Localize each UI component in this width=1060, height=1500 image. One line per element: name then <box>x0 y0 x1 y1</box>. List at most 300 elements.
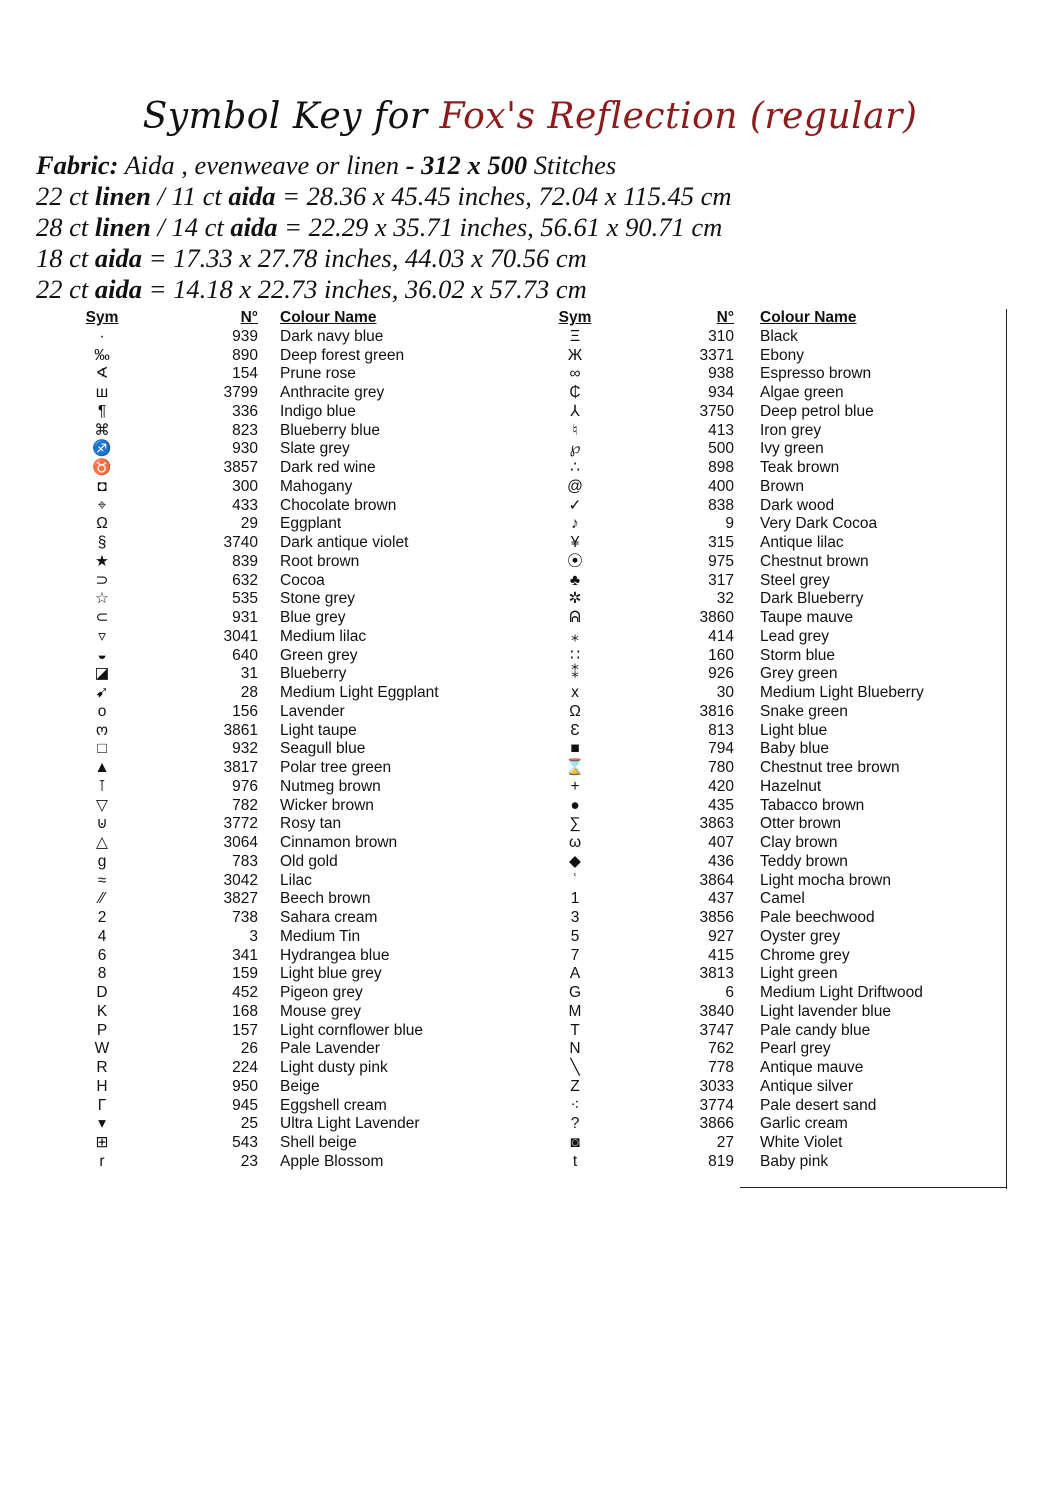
colour-name: Mahogany <box>280 477 353 495</box>
size-line-count-a: 28 ct <box>36 212 95 242</box>
table-row <box>60 422 480 441</box>
colour-name: Deep forest green <box>280 346 405 364</box>
thread-number: 939 <box>232 327 258 345</box>
size-line-fab-a: linen <box>94 212 151 242</box>
thread-number: 3042 <box>223 871 258 889</box>
table-row <box>60 515 480 534</box>
thread-number: 813 <box>708 721 734 739</box>
thread-number: 931 <box>232 609 258 626</box>
thread-number: 26 <box>240 1040 258 1058</box>
table-row <box>538 947 1008 966</box>
thread-number: 3774 <box>699 1096 734 1114</box>
table-row <box>60 984 480 1003</box>
table-row <box>60 778 480 797</box>
colour-name: Cinnamon brown <box>280 834 398 851</box>
table-row <box>60 328 480 347</box>
thread-number: 9 <box>725 515 734 533</box>
colour-name: Cocoa <box>280 571 325 589</box>
table-row <box>538 1003 1008 1022</box>
symbol: Ω <box>569 702 581 720</box>
symbol: ◒ <box>97 646 107 664</box>
colour-name: Hazelnut <box>760 777 822 795</box>
colour-name: Beech brown <box>280 890 371 908</box>
symbol: ⌛ <box>565 759 585 776</box>
thread-number: 3827 <box>223 890 258 908</box>
colour-name: Pearl grey <box>760 1040 831 1058</box>
colour-name: Steel grey <box>760 571 830 589</box>
header-sym: Sym <box>85 309 119 326</box>
symbol: A <box>569 965 581 983</box>
symbol: ‰ <box>94 346 110 364</box>
colour-name: Teddy brown <box>760 852 848 870</box>
size-lines <box>36 181 732 305</box>
symbol: ω <box>568 834 582 851</box>
thread-number: 415 <box>708 946 734 964</box>
thread-number: 3857 <box>223 459 258 476</box>
thread-number: 224 <box>232 1059 258 1076</box>
colour-name: Lilac <box>280 871 312 889</box>
colour-name: Indigo blue <box>280 402 356 420</box>
colour-name: Taupe mauve <box>760 609 854 626</box>
table-row <box>60 853 480 872</box>
colour-name: Eggplant <box>280 515 342 533</box>
size-line-dims: = 17.33 x 27.78 inches, 44.03 x 70.56 cm <box>142 243 587 273</box>
thread-number: 930 <box>232 440 258 458</box>
symbol: ♮ <box>572 421 578 439</box>
colour-name: Dark Blueberry <box>760 590 864 608</box>
table-row <box>60 1115 480 1134</box>
colour-name: Antique silver <box>760 1077 854 1095</box>
symbol: o <box>97 702 107 720</box>
thread-number: 782 <box>232 796 258 814</box>
symbol: ✓ <box>568 496 582 514</box>
colour-name: Lavender <box>280 702 345 720</box>
table-row <box>60 965 480 984</box>
symbol: ⌖ <box>97 496 107 514</box>
table-row <box>60 384 480 403</box>
table-row <box>538 1115 1008 1134</box>
table-row <box>538 422 1008 441</box>
colour-name: Algae green <box>760 384 844 401</box>
table-bottom-border <box>740 1187 1007 1188</box>
symbol: ⊍ <box>96 815 108 833</box>
symbol: ⦿ <box>567 552 583 570</box>
symbol: ■ <box>570 740 580 758</box>
header-name: Colour Name <box>280 309 377 326</box>
thread-number: 535 <box>232 590 258 608</box>
symbol: D <box>96 984 108 1001</box>
colour-name: Pale candy blue <box>760 1021 871 1039</box>
colour-name: Old gold <box>280 852 338 870</box>
header-num: N° <box>716 309 734 326</box>
thread-number: 30 <box>716 684 734 701</box>
symbol: M <box>568 1002 582 1020</box>
table-row <box>538 815 1008 834</box>
table-row <box>60 347 480 366</box>
thread-number: 3861 <box>223 721 258 739</box>
symbol: ♐ <box>92 440 112 458</box>
table-row <box>538 759 1008 778</box>
symbol: ⌘ <box>94 421 110 439</box>
table-row <box>538 1134 1008 1153</box>
fabric-info <box>36 150 732 305</box>
symbol: ⊞ <box>95 1134 109 1151</box>
header-num: N° <box>240 309 258 326</box>
thread-number: 310 <box>708 327 734 345</box>
table-row <box>538 534 1008 553</box>
thread-number: 975 <box>708 552 734 570</box>
size-line-count-a: 22 ct <box>36 274 95 304</box>
table-row <box>538 965 1008 984</box>
thread-number: 938 <box>708 365 734 383</box>
colour-name: Very Dark Cocoa <box>760 515 878 533</box>
table-row <box>538 984 1008 1003</box>
table-row <box>538 1078 1008 1097</box>
symbol: ⊃ <box>95 571 109 589</box>
colour-name: Medium Light Driftwood <box>760 984 923 1001</box>
symbol: 2 <box>97 909 107 926</box>
size-line-sep: / 14 ct <box>150 212 231 242</box>
colour-name: Pigeon grey <box>280 984 363 1001</box>
left-column <box>60 309 480 1172</box>
table-row <box>538 1022 1008 1041</box>
symbol: ● <box>570 796 580 814</box>
symbol: ш <box>95 384 109 401</box>
size-line-count-a: 18 ct <box>36 243 95 273</box>
table-row <box>60 553 480 572</box>
table-row <box>538 778 1008 797</box>
symbol: ᕱ <box>569 609 581 626</box>
symbol: ¥ <box>570 534 580 551</box>
thread-number: 300 <box>232 477 258 495</box>
colour-name: Pale Lavender <box>280 1040 380 1058</box>
thread-number: 898 <box>708 459 734 476</box>
thread-number: 823 <box>232 421 258 439</box>
symbol: r <box>99 1152 105 1170</box>
colour-name: Anthracite grey <box>280 384 385 401</box>
table-row <box>60 497 480 516</box>
symbol: 4 <box>97 927 107 945</box>
colour-name: Apple Blossom <box>280 1152 384 1170</box>
thread-number: 315 <box>708 534 734 551</box>
colour-name: Light taupe <box>280 721 357 739</box>
symbol: 8 <box>97 965 107 983</box>
thread-number: 3041 <box>223 627 258 645</box>
thread-number: 3863 <box>699 815 734 833</box>
symbol: ➹ <box>95 684 109 701</box>
thread-number: 3750 <box>699 402 734 420</box>
symbol: ∷ <box>570 646 580 664</box>
thread-number: 890 <box>232 346 258 364</box>
thread-number: 927 <box>708 927 734 945</box>
table-row <box>60 459 480 478</box>
thread-number: 25 <box>240 1115 258 1133</box>
table-row <box>60 440 480 459</box>
colour-name: Pale desert sand <box>760 1096 877 1114</box>
thread-number: 23 <box>240 1152 258 1170</box>
colour-name: Garlic cream <box>760 1115 848 1133</box>
table-row <box>60 909 480 928</box>
thread-number: 452 <box>232 984 258 1001</box>
symbol: 7 <box>570 946 580 964</box>
symbol: ⁖ <box>570 1096 580 1114</box>
symbol: ▿ <box>98 627 106 645</box>
table-row <box>60 572 480 591</box>
table-row <box>538 665 1008 684</box>
table-row <box>60 834 480 853</box>
thread-number: 433 <box>232 496 258 514</box>
symbol: △ <box>96 834 108 851</box>
symbol: Ω <box>96 515 108 533</box>
thread-number: 420 <box>708 777 734 795</box>
thread-number: 157 <box>232 1021 258 1039</box>
table-row <box>538 440 1008 459</box>
table-row <box>60 1134 480 1153</box>
table-row <box>538 478 1008 497</box>
thread-number: 794 <box>708 740 734 758</box>
colour-name: Blueberry blue <box>280 421 380 439</box>
table-row <box>60 703 480 722</box>
size-line-count-a: 22 ct <box>36 181 95 211</box>
colour-name: Prune rose <box>280 365 356 383</box>
symbol: ╲ <box>570 1059 580 1076</box>
colour-name: Chestnut brown <box>760 552 869 570</box>
symbol: P <box>96 1021 108 1039</box>
thread-number: 341 <box>232 946 258 964</box>
colour-name: Oyster grey <box>760 927 841 945</box>
symbol: § <box>97 534 107 551</box>
thread-number: 400 <box>708 477 734 495</box>
stitches-word: Stitches <box>527 150 617 180</box>
table-row <box>60 684 480 703</box>
thread-number: 839 <box>232 552 258 570</box>
thread-number: 926 <box>708 665 734 683</box>
thread-number: 3817 <box>223 759 258 776</box>
colour-name: Light lavender blue <box>760 1002 891 1020</box>
table-row <box>538 872 1008 891</box>
colour-name: Baby blue <box>760 740 829 758</box>
size-line <box>36 274 732 305</box>
table-row <box>60 1040 480 1059</box>
symbol: ☆ <box>95 590 109 608</box>
colour-name: Medium Light Blueberry <box>760 684 924 701</box>
colour-name: Green grey <box>280 646 358 664</box>
table-row <box>538 797 1008 816</box>
symbol: + <box>570 777 580 795</box>
colour-name: Light mocha brown <box>760 871 891 889</box>
colour-name: Baby pink <box>760 1152 829 1170</box>
symbol: ◙ <box>570 1134 580 1151</box>
colour-name: Brown <box>760 477 804 495</box>
colour-name: Snake green <box>760 702 848 720</box>
table-row <box>60 365 480 384</box>
symbol: ⊂ <box>95 609 109 626</box>
size-line-dims: = 28.36 x 45.45 inches, 72.04 x 115.45 cm <box>275 181 732 211</box>
symbol: 6 <box>97 946 107 964</box>
table-row <box>538 365 1008 384</box>
thread-number: 950 <box>232 1077 258 1095</box>
symbol: K <box>96 1002 108 1020</box>
colour-name: Chocolate brown <box>280 496 397 514</box>
symbol: @ <box>567 477 583 495</box>
table-row <box>538 590 1008 609</box>
thread-number: 819 <box>708 1152 734 1170</box>
symbol: Γ <box>97 1096 107 1114</box>
thread-number: 3864 <box>699 871 734 889</box>
table-row <box>538 1097 1008 1116</box>
colour-name: Dark red wine <box>280 459 376 476</box>
table-row <box>60 403 480 422</box>
symbol: ✲ <box>568 590 582 608</box>
symbol: Z <box>570 1077 580 1095</box>
table-row <box>538 628 1008 647</box>
colour-name: Light green <box>760 965 838 983</box>
header-name: Colour Name <box>760 309 857 326</box>
thread-number: 632 <box>232 571 258 589</box>
thread-number: 543 <box>232 1134 258 1151</box>
thread-number: 3747 <box>699 1021 734 1039</box>
thread-number: 762 <box>708 1040 734 1058</box>
table-row <box>538 703 1008 722</box>
thread-number: 436 <box>708 852 734 870</box>
symbol: ∞ <box>569 365 581 383</box>
colour-name: Seagull blue <box>280 740 366 758</box>
size-line-sep: / 11 ct <box>150 181 229 211</box>
table-row <box>60 797 480 816</box>
size-line-fab-b: aida <box>230 212 278 242</box>
colour-name: Blue grey <box>280 609 346 626</box>
thread-number: 28 <box>240 684 258 701</box>
thread-number: 838 <box>708 496 734 514</box>
table-row <box>60 1059 480 1078</box>
table-row <box>538 515 1008 534</box>
colour-name: Pale beechwood <box>760 909 875 926</box>
thread-number: 3033 <box>699 1077 734 1095</box>
colour-name: Rosy tan <box>280 815 342 833</box>
size-line <box>36 212 732 243</box>
colour-name: Deep petrol blue <box>760 402 874 420</box>
symbol: ◘ <box>97 477 107 495</box>
colour-name: Stone grey <box>280 590 355 608</box>
size-line <box>36 243 732 274</box>
table-row <box>538 1040 1008 1059</box>
symbol-key-table <box>60 309 1008 1189</box>
thread-number: 29 <box>240 515 258 533</box>
table-row <box>538 403 1008 422</box>
symbol: ₵ <box>569 384 581 401</box>
symbol: N <box>569 1040 581 1058</box>
table-row <box>538 909 1008 928</box>
table-row <box>60 740 480 759</box>
symbol: ▾ <box>98 1115 106 1133</box>
table-row <box>60 665 480 684</box>
colour-name: Root brown <box>280 552 360 570</box>
fabric-dash: - <box>405 150 422 180</box>
table-row <box>60 609 480 628</box>
table-row <box>60 722 480 741</box>
table-row <box>60 947 480 966</box>
colour-name: Mouse grey <box>280 1002 361 1020</box>
thread-number: 3816 <box>699 702 734 720</box>
symbol: ♉ <box>92 459 112 476</box>
thread-number: 27 <box>716 1134 734 1151</box>
symbol: Ж <box>567 346 583 364</box>
thread-number: 32 <box>716 590 734 608</box>
table-row <box>538 890 1008 909</box>
thread-number: 154 <box>232 365 258 383</box>
symbol: G <box>568 984 582 1001</box>
symbol: ♪ <box>571 515 579 533</box>
colour-name: Tabacco brown <box>760 796 865 814</box>
thread-number: 3 <box>249 927 258 945</box>
thread-number: 414 <box>708 627 734 645</box>
colour-name: Ebony <box>760 346 804 364</box>
colour-name: Black <box>760 327 798 345</box>
right-column <box>538 309 1008 1172</box>
symbol: ⁄⁄ <box>99 890 105 908</box>
colour-name: Light blue <box>760 721 828 739</box>
table-row <box>538 647 1008 666</box>
thread-number: 945 <box>232 1096 258 1114</box>
thread-number: 976 <box>232 777 258 795</box>
size-line-fab-a: linen <box>94 181 151 211</box>
thread-number: 413 <box>708 421 734 439</box>
colour-name: Dark wood <box>760 496 835 514</box>
fabric-line <box>36 150 732 181</box>
colour-name: Shell beige <box>280 1134 357 1151</box>
colour-name: Beige <box>280 1077 320 1095</box>
table-row <box>538 834 1008 853</box>
size-line-fab-a: aida <box>94 274 142 304</box>
colour-name: Storm blue <box>760 646 835 664</box>
symbol: ▲ <box>94 759 110 776</box>
colour-name: Blueberry <box>280 665 347 683</box>
colour-name: Espresso brown <box>760 365 872 383</box>
symbol: ★ <box>95 552 109 570</box>
symbol: x <box>571 684 579 701</box>
thread-number: 3860 <box>699 609 734 626</box>
table-row <box>60 928 480 947</box>
colour-name: Nutmeg brown <box>280 777 381 795</box>
table-row <box>538 497 1008 516</box>
colour-name: Grey green <box>760 665 838 683</box>
thread-number: 3799 <box>223 384 258 401</box>
table-row <box>60 872 480 891</box>
symbol: 5 <box>570 927 580 945</box>
thread-number: 317 <box>708 571 734 589</box>
colour-name: Antique mauve <box>760 1059 864 1076</box>
table-row <box>60 890 480 909</box>
colour-name: Lead grey <box>760 627 829 645</box>
table-row <box>60 1153 480 1172</box>
colour-name: Medium Light Eggplant <box>280 684 439 701</box>
table-row <box>538 553 1008 572</box>
thread-number: 3840 <box>699 1002 734 1020</box>
thread-number: 783 <box>232 852 258 870</box>
symbol: ∑ <box>569 815 581 833</box>
table-row <box>60 1022 480 1041</box>
table-row <box>538 1059 1008 1078</box>
thread-number: 3371 <box>699 346 734 364</box>
symbol: Ɛ <box>570 721 580 739</box>
table-row <box>60 815 480 834</box>
table-row <box>60 628 480 647</box>
table-header <box>60 309 480 328</box>
symbol: ◆ <box>569 852 581 870</box>
table-row <box>538 609 1008 628</box>
size-line-dims: = 14.18 x 22.73 inches, 36.02 x 57.73 cm <box>142 274 587 304</box>
thread-number: 3813 <box>699 965 734 983</box>
